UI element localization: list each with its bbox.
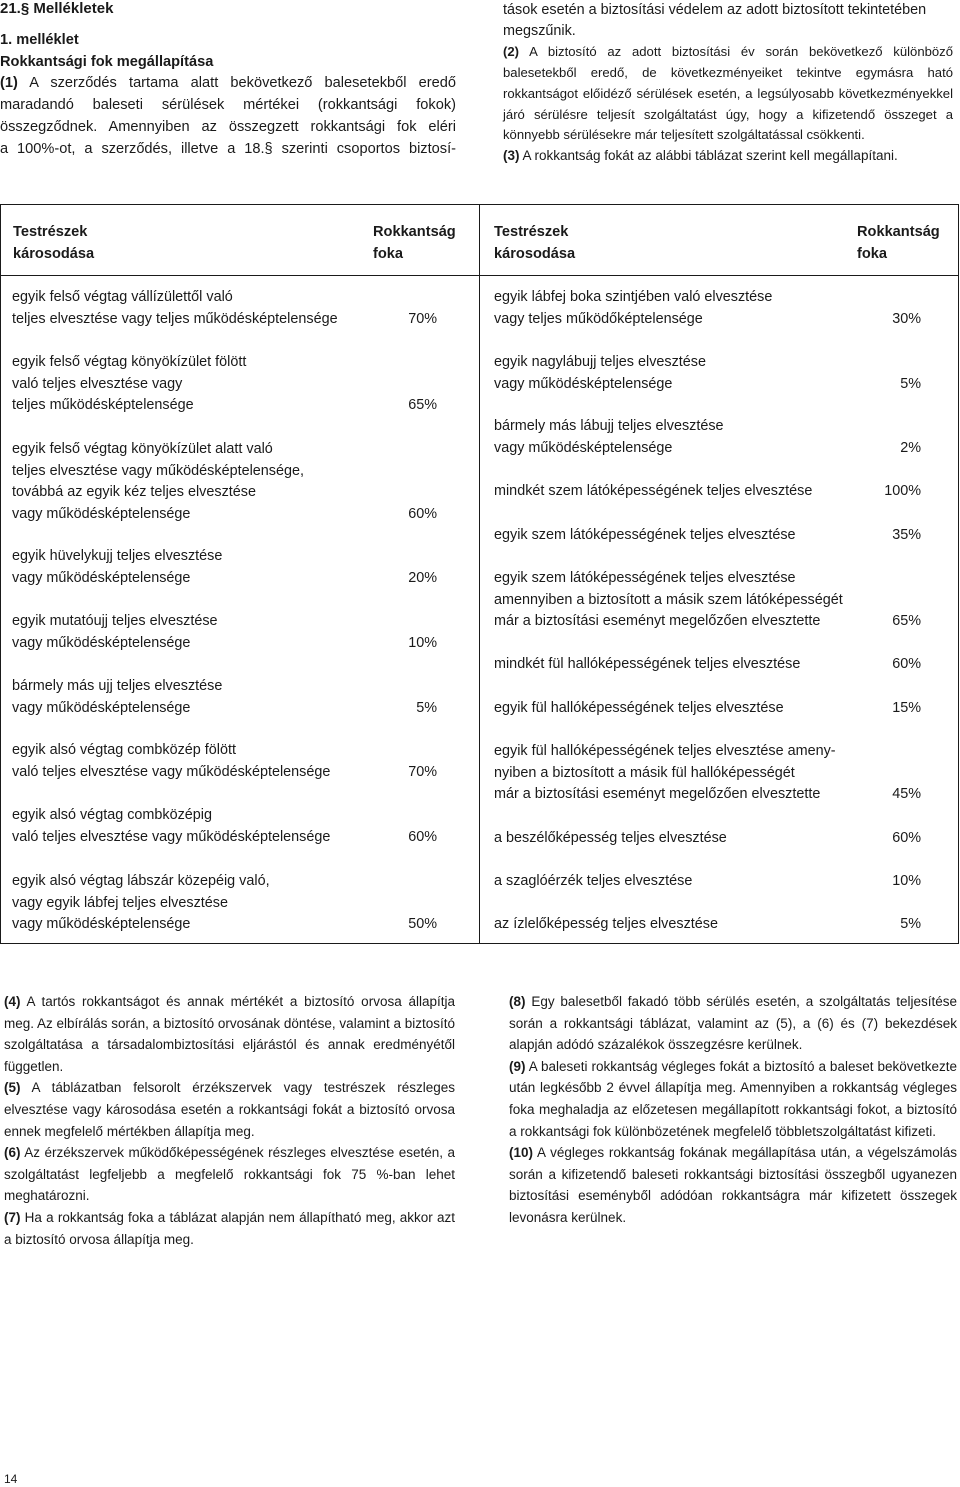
- table-row: [494, 287, 921, 330]
- degree-value: 60%: [892, 656, 921, 672]
- row-text-line: egyik alsó végtag combközép fölött: [12, 742, 236, 758]
- row-text-line: teljes elvesztése vagy működésképtelensége,: [12, 462, 304, 479]
- table-row: [12, 611, 437, 654]
- degree-value: 60%: [408, 828, 437, 845]
- note-paragraph: (8) Egy balesetből fakadó több sérülés esetén, a szolgáltatás teljesítése során a rokkantsági táblázat, valamint az (5), a (6) és (7) bekezdések alapján adódó százalékok összegzésre kerülnek.: [509, 994, 957, 1053]
- row-text-line: bármely más lábujj teljes elvesztése: [494, 418, 724, 434]
- row-text-line: amennyiben a biztosított a másik szem látóképességét: [494, 591, 843, 608]
- row-text-line: egyik felső végtag vállízülettől való: [12, 289, 233, 305]
- table-row: [494, 741, 921, 806]
- row-text-line: egyik szem látóképességének teljes elvesztése 35%: [494, 525, 921, 547]
- paragraph-1-number: (1): [0, 75, 18, 92]
- table-header-divider: [0, 275, 959, 276]
- notes-right-column: [509, 991, 957, 1229]
- table-row: [494, 654, 921, 676]
- table-row: [12, 676, 437, 719]
- row-text-line: való teljes elvesztése vagy működésképtelensége 70%: [12, 762, 437, 784]
- degree-value: 70%: [408, 310, 437, 327]
- paragraph-1-line-1: (1) A szerződés tartama alatt bekövetkező balesetekből eredő: [0, 75, 456, 92]
- header-degree-left: Rokkantság foka: [373, 224, 456, 262]
- table-row: [494, 568, 921, 633]
- row-text-line: egyik felső végtag könyökízület fölött: [12, 354, 247, 370]
- paragraph-1-continuation: tások esetén a biztosítási védelem az adott biztosított tekintetében megszűnik.: [503, 2, 927, 39]
- header-degree-right: Rokkantság foka: [857, 224, 940, 262]
- row-text-line: vagy működésképtelensége 5%: [12, 698, 437, 720]
- table-row: [494, 828, 921, 850]
- paragraph-1-line-4: a 100%-ot, a szerződés, illetve a 18.§ szerinti csoportos biztosí-: [0, 140, 456, 157]
- header-body-part-left: Testrészek károsodása: [13, 224, 95, 262]
- row-text-line: egyik hüvelykujj teljes elvesztése: [12, 548, 223, 564]
- note-number: (8): [509, 994, 526, 1009]
- row-text-line: teljes működésképtelensége 65%: [12, 395, 437, 417]
- table-row: [12, 546, 437, 589]
- degree-value: 35%: [892, 527, 921, 543]
- row-text-line: egyik alsó végtag combközépig: [12, 807, 212, 823]
- degree-value: 20%: [408, 569, 437, 586]
- table-row: [494, 698, 921, 720]
- table-row: [12, 352, 437, 417]
- row-text-line: teljes elvesztése vagy teljes működésképtelensége 70%: [12, 309, 437, 331]
- degree-value: 70%: [408, 763, 437, 780]
- row-text-line: mindkét szem látóképességének teljes elvesztése 100%: [494, 481, 921, 503]
- table-row: [12, 287, 437, 330]
- row-text-line: már a biztosítási eseményt megelőzően elvesztette 65%: [494, 611, 921, 633]
- intro-left-column: [0, 0, 456, 160]
- intro-right-column: [503, 0, 953, 167]
- degree-value: 10%: [892, 873, 921, 889]
- row-text-line: vagy működésképtelensége 20%: [12, 568, 437, 590]
- row-text-line: a szaglóérzék teljes elvesztése 10%: [494, 871, 921, 893]
- degree-value: 15%: [892, 700, 921, 716]
- row-text-line: egyik szem látóképességének teljes elvesztése: [494, 570, 796, 586]
- degree-value: 45%: [892, 786, 921, 803]
- note-number: (7): [4, 1209, 21, 1225]
- row-text-line: nyiben a biztosított a másik fül hallóképességét: [494, 764, 795, 781]
- paragraph-3: (3) A rokkantság fokát az alábbi táblázat szerint kell megállapítani.: [503, 148, 898, 164]
- annex-title: Rokkantsági fok megállapítása: [0, 53, 214, 70]
- table-column-divider: [479, 204, 480, 944]
- row-text-line: vagy teljes működőképtelensége 30%: [494, 309, 921, 331]
- table-row: [494, 525, 921, 547]
- row-text-line: egyik nagylábujj teljes elvesztése: [494, 354, 706, 370]
- row-text-line: egyik fül hallóképességének teljes elvesztése 15%: [494, 698, 921, 720]
- note-paragraph: (9) A baleseti rokkantság végleges fokát a biztosító a baleset bekövetkezte után legkésőbb 2 évvel állapítja meg. Amennyiben a rokkantság végleges foka meghaladja az előzetesen megállapított rokkantsági fokot, a biztosító a rokkantsági fok különbözetének megfelelő többletszolgáltatást kifizeti.: [509, 1058, 957, 1139]
- degree-value: 2%: [900, 439, 921, 456]
- table-row: [494, 871, 921, 893]
- degree-value: 50%: [408, 916, 437, 933]
- annex-label: 1. melléklet: [0, 32, 79, 48]
- note-paragraph: (5) A táblázatban felsorolt érzékszervek vagy testrészek részleges elvesztése vagy károsodása esetén a rokkantsági fokát a biztosító orvosa ennek megfelelő mértékben állapítja meg.: [4, 1080, 455, 1139]
- note-paragraph: (10) A végleges rokkantság fokának megállapítása után, a végelszámolás során a kifizetendő baleseti rokkantsági biztosítási összegből ugyanezen biztosítási eseményből adódóan rokkantságra már kifizetett összegek levonásra kerülnek.: [509, 1145, 957, 1225]
- header-body-part-right: Testrészek károsodása: [494, 224, 576, 262]
- paragraph-1-line-3: összegződnek. Amennyiben az összegzett rokkantsági fok eléri: [0, 118, 456, 135]
- row-text-line: egyik mutatóujj teljes elvesztése: [12, 613, 218, 629]
- paragraph-2-number: (2): [503, 43, 520, 59]
- note-number: (4): [4, 994, 21, 1009]
- paragraph-2: (2) A biztosító az adott biztosítási év során bekövetkező különböző balesetekből eredő, de következményeiket tekintve egymásra ható rokkantságot előidéző sérülések esetén, a legsúlyosabb következményekkel járó sérülésre teljesít szolgáltatást úgy, hogy a kifizetendő összeget a könnyebb sérülésekre már teljesített szolgáltatással csökkenti.: [503, 43, 953, 143]
- degree-value: 60%: [408, 505, 437, 522]
- row-text-line: vagy működésképtelensége 5%: [494, 374, 921, 396]
- table-row: [12, 740, 437, 783]
- degree-value: 60%: [892, 830, 921, 846]
- degree-value: 65%: [408, 397, 437, 414]
- note-number: (9): [509, 1058, 526, 1074]
- row-text-line: való teljes elvesztése vagy: [12, 375, 183, 392]
- section-title: 21.§ Mellékletek: [0, 0, 114, 17]
- note-paragraph: (4) A tartós rokkantságot és annak mértékét a biztosító orvosa állapítja meg. Az elbírálás során, a biztosító orvosának döntése, valamint a biztosító szolgáltatása a társadalombiztosítási eljárástól és annak eredményétől független.: [4, 994, 455, 1074]
- note-number: (5): [4, 1080, 21, 1096]
- row-text-line: már a biztosítási eseményt megelőzően elvesztette 45%: [494, 784, 921, 806]
- paragraph-1-line-2: maradandó baleseti sérülések mértékei (rokkantsági fokok): [0, 97, 456, 114]
- row-text-line: egyik felső végtag könyökízület alatt való: [12, 441, 273, 457]
- row-text-line: bármely más ujj teljes elvesztése: [12, 678, 223, 694]
- note-paragraph: (6) Az érzékszervek működőképességének részleges elvesztése esetén, a szolgáltatást legfeljebb a megfelelő rokkantsági fok 75 %-ban lehet meghatározni.: [4, 1145, 455, 1204]
- degree-value: 65%: [892, 613, 921, 630]
- row-text-line: mindkét fül hallóképességének teljes elvesztése 60%: [494, 654, 921, 676]
- degree-value: 5%: [900, 916, 921, 932]
- note-number: (10): [509, 1145, 534, 1161]
- row-text-line: az ízlelőképesség teljes elvesztése 5%: [494, 914, 921, 936]
- row-text-line: vagy működésképtelensége 2%: [494, 438, 921, 460]
- row-text-line: vagy működésképtelensége 60%: [12, 504, 437, 526]
- notes-left-column: [4, 991, 455, 1250]
- degree-value: 100%: [884, 483, 921, 499]
- row-text-line: vagy működésképtelensége 50%: [12, 914, 437, 936]
- row-text-line: vagy működésképtelensége 10%: [12, 633, 437, 655]
- page-number: 14: [4, 1472, 18, 1486]
- table-row: [12, 439, 437, 525]
- row-text-line: egyik lábfej boka szintjében való elvesztése: [494, 289, 773, 305]
- degree-value: 30%: [892, 310, 921, 327]
- degree-value: 5%: [416, 699, 437, 716]
- row-text-line: való teljes elvesztése vagy működésképtelensége 60%: [12, 827, 437, 849]
- row-text-line: egyik alsó végtag lábszár közepéig való,: [12, 873, 270, 889]
- table-row: [494, 416, 921, 459]
- degree-value: 5%: [900, 375, 921, 392]
- note-number: (6): [4, 1145, 21, 1161]
- table-row: [494, 914, 921, 936]
- table-row: [494, 481, 921, 503]
- row-text-line: egyik fül hallóképességének teljes elvesztése ameny-: [494, 743, 836, 759]
- row-text-line: továbbá az egyik kéz teljes elvesztése: [12, 484, 256, 501]
- row-text-line: a beszélőképesség teljes elvesztése 60%: [494, 828, 921, 850]
- degree-value: 10%: [408, 634, 437, 651]
- table-row: [12, 805, 437, 848]
- table-row: [494, 352, 921, 395]
- row-text-line: vagy egyik lábfej teljes elvesztése: [12, 894, 228, 911]
- note-paragraph: (7) Ha a rokkantság foka a táblázat alapján nem állapítható meg, akkor azt a biztosító orvosa állapítja meg.: [4, 1209, 455, 1247]
- table-row: [12, 871, 437, 936]
- paragraph-3-number: (3): [503, 148, 520, 164]
